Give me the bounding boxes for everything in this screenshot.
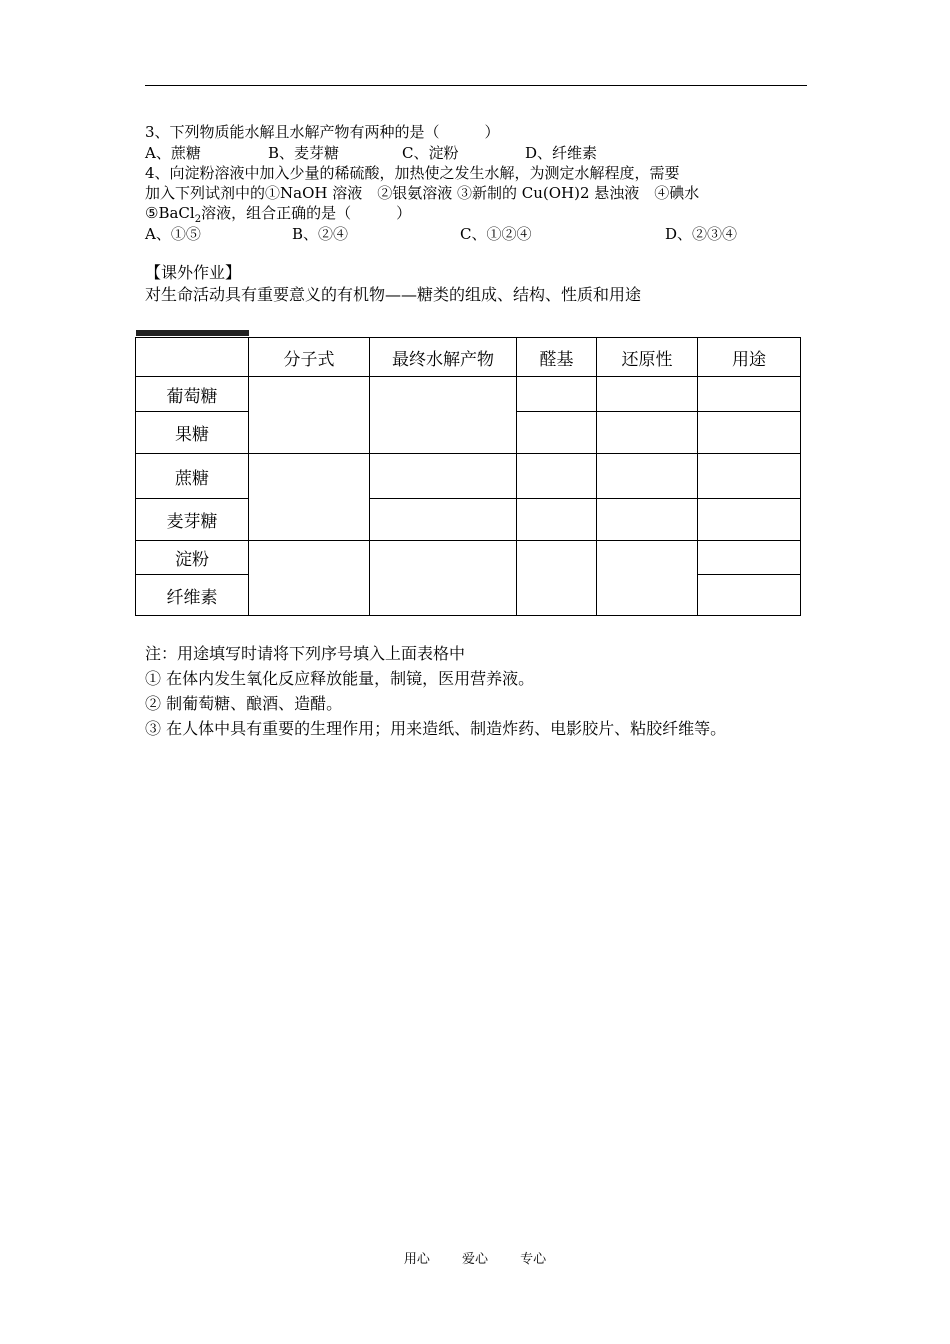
table-row [136,499,801,541]
q4-option-a: A、①⑤ [145,225,201,243]
cell-product-polysaccharide[interactable] [370,541,517,616]
table-row [136,377,801,412]
homework-subtitle: 对生命活动具有重要意义的有机物——糖类的组成、结构、性质和用途 [145,285,642,304]
q4-option-d: D、②③④ [665,225,738,243]
note-intro: 注：用途填写时请将下列序号填入上面表格中 [145,644,466,663]
cell-reducibility-glucose[interactable] [597,377,698,412]
cell-product-monosaccharide[interactable] [370,377,517,454]
question-4-line-2: 加入下列试剂中的①NaOH 溶液 ②银氨溶液 ③新制的 Cu(OH)2 悬浊液 ④碘水 [145,184,700,202]
cell-formula-polysaccharide[interactable] [249,541,370,616]
row-label-fructose: 果糖 [136,412,249,454]
cell-use-fructose[interactable] [698,412,801,454]
header-cell-reducibility: 还原性 [597,338,698,377]
q3-option-a: A、蔗糖 [145,144,201,162]
header-cell-aldehyde: 醛基 [517,338,597,377]
table-row [136,454,801,499]
q3-option-d: D、纤维素 [525,144,598,162]
q3-option-c: C、淀粉 [402,144,459,162]
cell-formula-disaccharide[interactable] [249,454,370,541]
header-cell-hydrolysis-product: 最终水解产物 [370,338,517,377]
header-cell-formula: 分子式 [249,338,370,377]
table-header-row [136,338,801,377]
sugar-table [135,337,801,616]
cell-reducibility-fructose[interactable] [597,412,698,454]
cell-use-glucose[interactable] [698,377,801,412]
cell-reducibility-maltose[interactable] [597,499,698,541]
row-label-starch: 淀粉 [136,541,249,575]
cell-aldehyde-polysaccharide[interactable] [517,541,597,616]
note-item-3: ③ 在人体中具有重要的生理作用；用来造纸、制造炸药、电影胶片、粘胶纤维等。 [145,719,727,738]
header-cell-use: 用途 [698,338,801,377]
row-label-glucose: 葡萄糖 [136,377,249,412]
row-label-sucrose: 蔗糖 [136,454,249,499]
footer-text-1: 用心 [403,1252,430,1267]
table-row [136,541,801,575]
cell-use-starch[interactable] [698,541,801,575]
row-label-maltose: 麦芽糖 [136,499,249,541]
cell-use-sucrose[interactable] [698,454,801,499]
note-item-1: ① 在体内发生氧化反应释放能量，制镜，医用营养液。 [145,669,535,688]
q4-option-b: B、②④ [292,225,349,243]
note-item-2: ② 制葡萄糖、酿酒、造醋。 [145,694,343,713]
cell-aldehyde-sucrose[interactable] [517,454,597,499]
homework-heading: 【课外作业】 [145,263,242,282]
q4-option-c: C、①②④ [460,225,532,243]
cell-formula-monosaccharide[interactable] [249,377,370,454]
row-label-cellulose: 纤维素 [136,575,249,616]
header-rule [145,85,807,86]
cell-reducibility-polysaccharide[interactable] [597,541,698,616]
cell-product-sucrose[interactable] [370,454,517,499]
cell-aldehyde-fructose[interactable] [517,412,597,454]
cell-aldehyde-glucose[interactable] [517,377,597,412]
table-decoration-bar [136,330,249,336]
cell-reducibility-sucrose[interactable] [597,454,698,499]
q3-option-b: B、麦芽糖 [268,144,340,162]
question-4-line-1: 4、向淀粉溶液中加入少量的稀硫酸，加热使之发生水解，为测定水解程度，需要 [145,164,680,182]
question-3-stem: 3、下列物质能水解且水解产物有两种的是（ ） [145,123,500,141]
cell-aldehyde-maltose[interactable] [517,499,597,541]
cell-use-cellulose[interactable] [698,575,801,616]
footer-text-3: 专心 [520,1252,547,1267]
footer-text-2: 爱心 [461,1252,488,1267]
cell-product-maltose[interactable] [370,499,517,541]
question-4-line-3: ⑤BaCl$_2$溶液，组合正确的是（ ） [145,204,412,225]
cell-use-maltose[interactable] [698,499,801,541]
header-cell-empty [136,338,249,377]
page-footer [0,1248,950,1267]
